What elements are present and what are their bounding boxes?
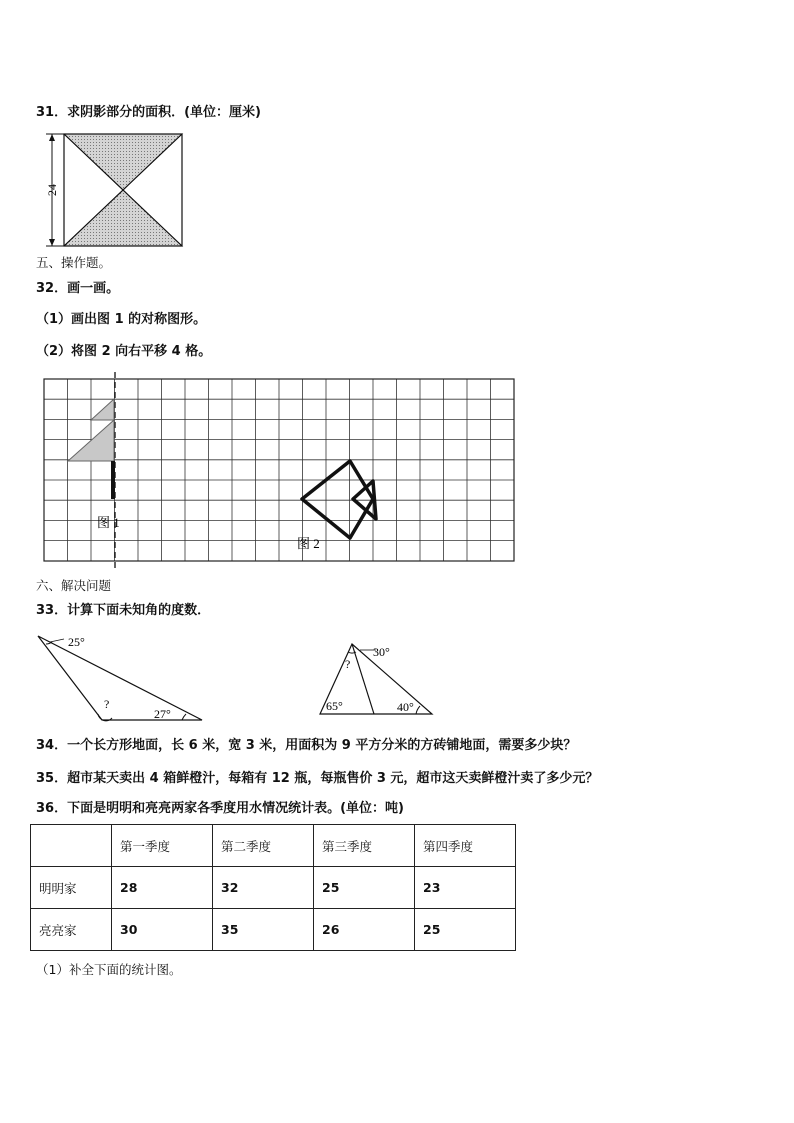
fig2-label: 图 2 [297, 536, 320, 551]
table-cell: 28 [112, 867, 213, 909]
tri1-angle-top: 25° [68, 635, 85, 649]
table-row [31, 867, 516, 909]
q36-sub1: （1）补全下面的统计图。 [36, 962, 182, 977]
triangle-2-divider [352, 644, 374, 714]
arrow-up-icon [49, 134, 55, 141]
table-cell: 35 [213, 909, 314, 951]
table-header-cell: 第四季度 [415, 825, 516, 867]
tri1-angle-right: 27° [154, 707, 171, 721]
row-label: 明明家 [31, 867, 112, 909]
table-row [31, 909, 516, 951]
fig2-large-arrow [302, 461, 373, 538]
shaded-triangle-top [64, 134, 182, 190]
q31-text: 31．求阴影部分的面积．(单位：厘米) [36, 105, 261, 120]
q32-sub2: （2）将图 2 向右平移 4 格。 [36, 344, 212, 359]
q32-title: 32．画一画。 [36, 281, 120, 296]
table-cell: 25 [314, 867, 415, 909]
q32-grid-figure [40, 370, 520, 570]
q35-text: 35．超市某天卖出 4 箱鲜橙汁，每箱有 12 瓶，每瓶售价 3 元，超市这天卖鲜橙汁卖了多少元？ [36, 771, 599, 786]
tri2-unknown: ? [345, 657, 351, 671]
table-header-row [31, 825, 516, 867]
table-header-cell [31, 825, 112, 867]
q33-figures [30, 628, 450, 728]
tri1-unknown: ? [104, 697, 110, 711]
table-header-cell: 第二季度 [213, 825, 314, 867]
q31-figure [36, 130, 186, 250]
q32-sub1: （1）画出图 1 的对称图形。 [36, 312, 207, 327]
q36-table [30, 824, 516, 951]
q34-text: 34．一个长方形地面，长 6 米，宽 3 米，用面积为 9 平方分米的方砖铺地面，需要多少块？ [36, 738, 577, 753]
table-cell: 26 [314, 909, 415, 951]
dimension-label: 24 [45, 184, 59, 196]
table-header-cell: 第一季度 [112, 825, 213, 867]
q33-title: 33．计算下面未知角的度数． [36, 603, 211, 618]
tri2-angle-top: 30° [373, 645, 390, 659]
table-cell: 30 [112, 909, 213, 951]
shaded-triangle-bottom [64, 190, 182, 246]
table-cell: 25 [415, 909, 516, 951]
table-cell: 32 [213, 867, 314, 909]
tri2-angle-right: 40° [397, 700, 414, 714]
q36-title: 36．下面是明明和亮亮两家各季度用水情况统计表。(单位：吨) [36, 801, 404, 816]
row-label: 亮亮家 [31, 909, 112, 951]
arrow-down-icon [49, 239, 55, 246]
fig1-label: 图 1 [97, 515, 120, 530]
tri2-angle-left: 65° [326, 699, 343, 713]
triangle-1 [38, 636, 202, 720]
section-6-heading: 六、解决问题 [36, 578, 112, 593]
fig1-triangle-top [91, 399, 114, 420]
section-5-heading: 五、操作题。 [36, 255, 112, 270]
table-cell: 23 [415, 867, 516, 909]
table-header-cell: 第三季度 [314, 825, 415, 867]
